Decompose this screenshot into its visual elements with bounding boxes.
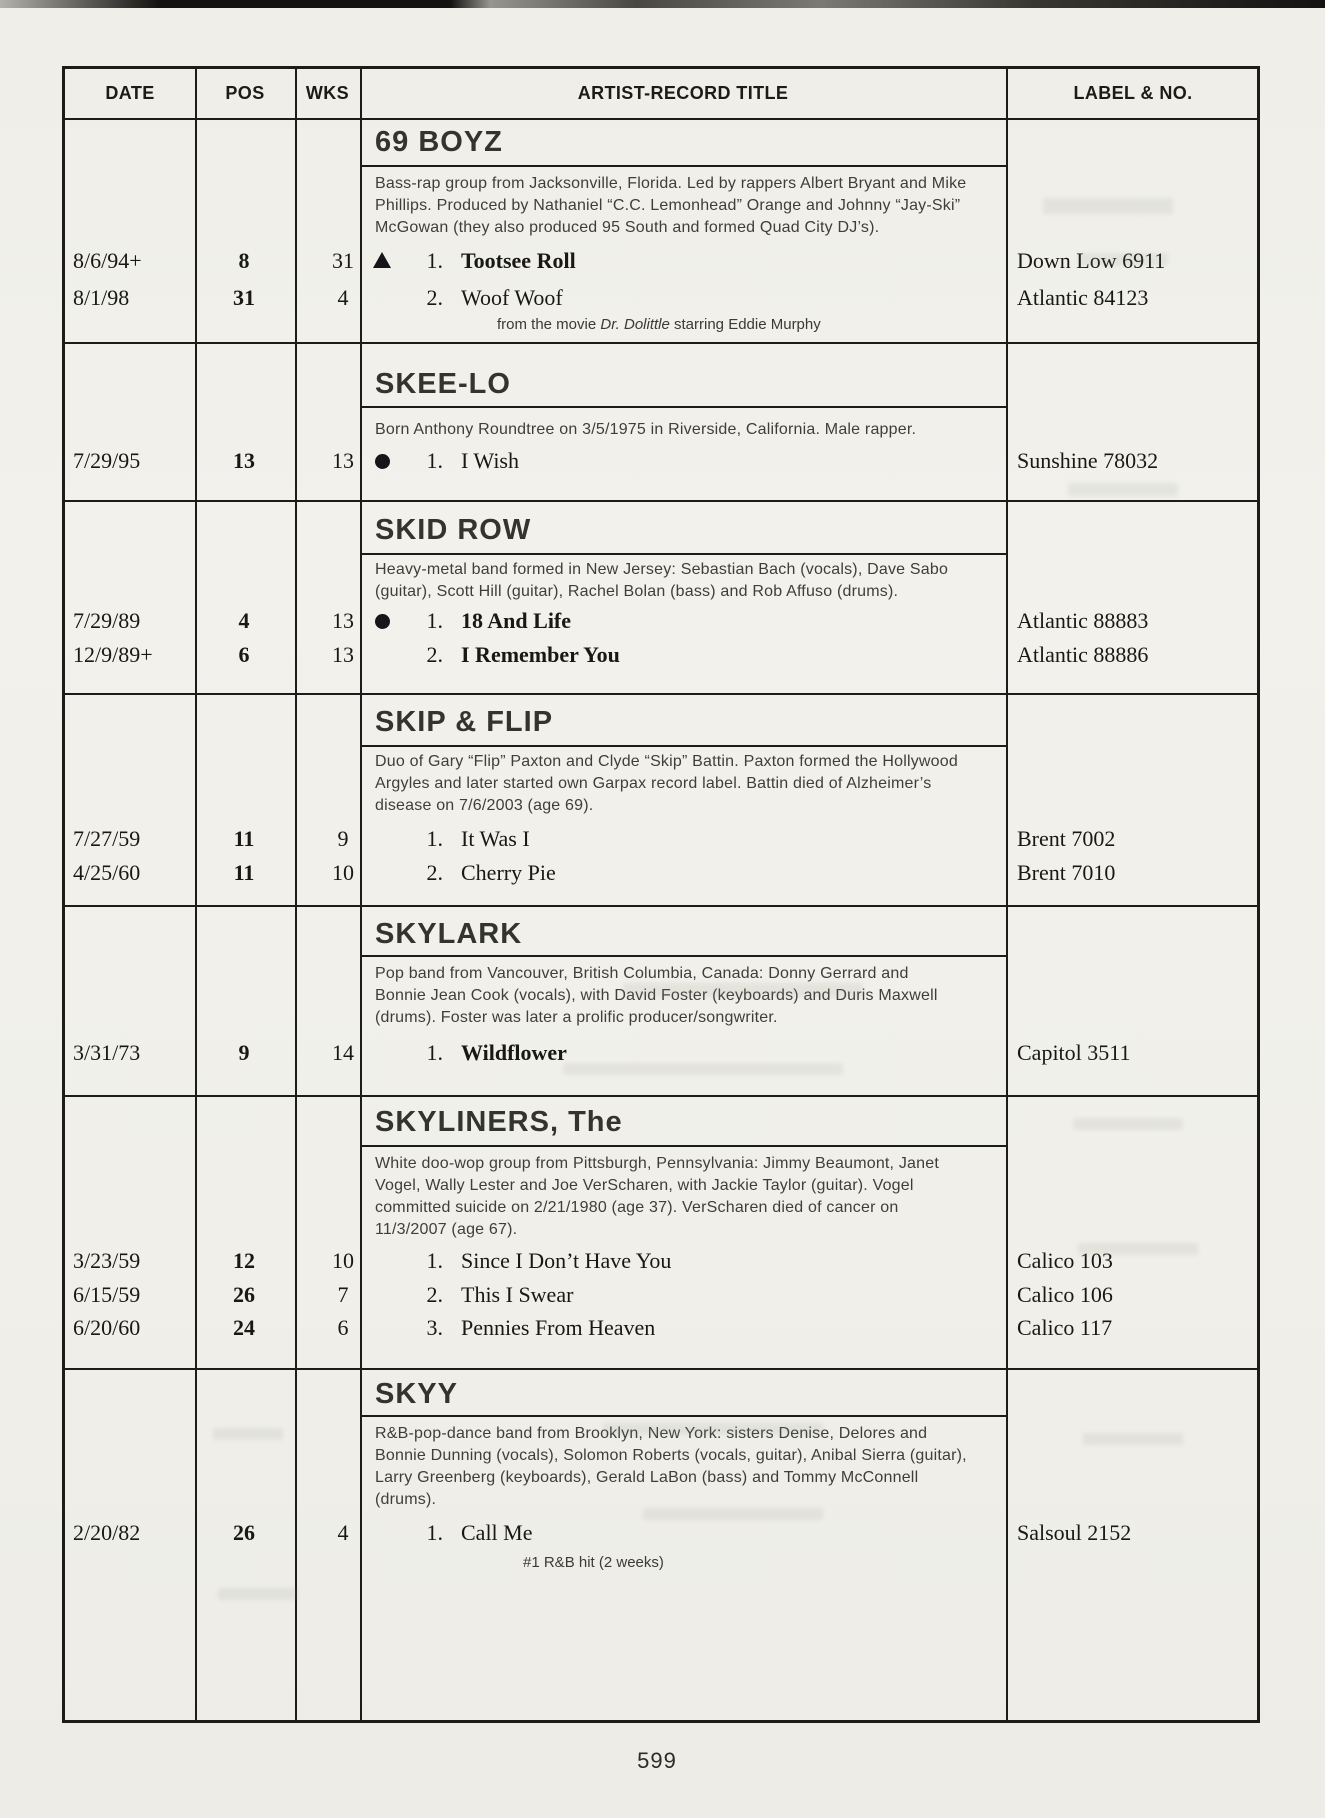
column-header-wks: WKS: [305, 83, 350, 103]
artist-heading-rule: [360, 955, 1006, 957]
artist-heading: SKID ROW: [375, 514, 532, 546]
header-divider-line: [65, 118, 1257, 120]
artist-bio-line: Duo of Gary “Flip” Paxton and Clyde “Skip” Battin. Paxton formed the Hollywood: [375, 753, 958, 770]
entry-label-number: Calico 106: [1017, 1282, 1113, 1307]
artist-bio-line: R&B-pop-dance band from Brooklyn, New York: sisters Denise, Delores and: [375, 1425, 928, 1442]
bleed-through-artifact: [1083, 1433, 1183, 1445]
artist-heading: 69 BOYZ: [375, 126, 503, 158]
entry-date: 7/29/95: [73, 448, 141, 473]
entry-weeks-charted: 6: [337, 1315, 349, 1340]
section-divider-line: [65, 693, 1257, 695]
entry-date: 4/25/60: [73, 860, 141, 885]
entry-label-number: Atlantic 88886: [1017, 642, 1149, 667]
entry-weeks-charted: 7: [337, 1282, 349, 1307]
entry-date: 8/6/94+: [73, 248, 142, 273]
record-entry-row: [65, 858, 1257, 888]
entry-label-number: Brent 7010: [1017, 860, 1116, 885]
entry-weeks-charted: 13: [332, 642, 354, 667]
page-number: 599: [637, 1748, 677, 1773]
record-entry-row: [65, 606, 1257, 636]
bleed-through-artifact: [603, 1423, 823, 1435]
entry-label-number: Capitol 3511: [1017, 1040, 1131, 1065]
entry-weeks-charted: 10: [332, 860, 354, 885]
entry-weeks-charted: 4: [337, 1520, 349, 1545]
artist-heading-rule: [360, 165, 1006, 167]
entry-peak-position: 31: [233, 285, 255, 310]
entry-weeks-charted: 9: [337, 826, 349, 851]
entry-title: I Remember You: [461, 642, 620, 667]
record-entry-row: [65, 640, 1257, 670]
artist-bio-line: (drums). Foster was later a prolific producer/songwriter.: [375, 1009, 778, 1026]
entry-title: Wildflower: [461, 1040, 567, 1065]
artist-bio-line: Argyles and later started own Garpax record label. Battin died of Alzheimer’s: [375, 775, 932, 792]
artist-bio-line: Pop band from Vancouver, British Columbia, Canada: Donny Gerrard and: [375, 965, 909, 982]
artist-bio-line: Heavy-metal band formed in New Jersey: Sebastian Bach (vocals), Dave Sabo: [375, 561, 949, 578]
artist-bio-line: McGowan (they also produced 95 South and formed Quad City DJ’s).: [375, 219, 880, 236]
entry-date: 7/27/59: [73, 826, 141, 851]
artist-heading-rule: [360, 1145, 1006, 1147]
entry-label-number: Calico 117: [1017, 1315, 1113, 1340]
chart-table: [62, 66, 1260, 1723]
record-entry-row: [65, 1518, 1257, 1548]
entry-peak-position: 12: [233, 1248, 255, 1273]
entry-number: 2.: [426, 860, 443, 885]
entry-number: 2.: [426, 1282, 443, 1307]
entry-peak-position: 9: [238, 1040, 250, 1065]
entry-number: 1.: [426, 608, 443, 633]
record-entry-row: [65, 283, 1257, 313]
artist-heading: SKIP & FLIP: [375, 706, 554, 738]
scan-edge-artifact: [0, 0, 1325, 8]
entry-title: Call Me: [461, 1520, 533, 1545]
entry-date: 3/31/73: [73, 1040, 141, 1065]
bleed-through-artifact: [213, 1428, 283, 1440]
artist-heading-rule: [360, 745, 1006, 747]
bleed-through-artifact: [1068, 483, 1178, 496]
record-entry-row: [65, 1313, 1257, 1343]
entry-label-number: Brent 7002: [1017, 826, 1116, 851]
artist-heading-rule: [360, 406, 1006, 408]
entry-number: 1.: [426, 1040, 443, 1065]
artist-bio-line: disease on 7/6/2003 (age 69).: [375, 797, 594, 814]
artist-bio-line: 11/3/2007 (age 67).: [375, 1221, 518, 1238]
entry-title: This I Swear: [461, 1282, 574, 1307]
artist-bio-line: (guitar), Scott Hill (guitar), Rachel Bolan (bass) and Rob Affuso (drums).: [375, 583, 899, 600]
entry-date: 7/29/89: [73, 608, 141, 633]
entry-weeks-charted: 13: [332, 448, 354, 473]
artist-heading-rule: [360, 553, 1006, 555]
entry-peak-position: 8: [238, 248, 250, 273]
entry-peak-position: 11: [233, 860, 255, 885]
artist-bio-line: committed suicide on 2/21/1980 (age 37). VerScharen died of cancer on: [375, 1199, 899, 1216]
record-entry-row: [65, 446, 1257, 476]
entry-peak-position: 26: [233, 1282, 255, 1307]
column-divider-line: [1006, 69, 1008, 1720]
entry-number: 2.: [426, 642, 443, 667]
entry-title: Since I Don’t Have You: [461, 1248, 672, 1273]
entry-weeks-charted: 13: [332, 608, 354, 633]
bleed-through-artifact: [623, 983, 863, 997]
entry-label-number: Down Low 6911: [1017, 248, 1166, 273]
entry-date: 8/1/98: [73, 285, 130, 310]
entry-peak-position: 13: [233, 448, 255, 473]
artist-bio-line: White doo-wop group from Pittsburgh, Pennsylvania: Jimmy Beaumont, Janet: [375, 1155, 939, 1172]
artist-bio-line: Bass-rap group from Jacksonville, Florida. Led by rappers Albert Bryant and Mike: [375, 175, 967, 192]
entry-peak-position: 24: [233, 1315, 255, 1340]
bleed-through-artifact: [1073, 1118, 1183, 1130]
artist-bio-line: Vogel, Wally Lester and Joe VerScharen, with Jackie Taylor (guitar). Vogel: [375, 1177, 914, 1194]
entry-note: [497, 315, 821, 335]
bleed-through-artifact: [1043, 198, 1173, 214]
entry-note-text: Dr. Dolittle: [600, 316, 670, 333]
artist-bio-line: Born Anthony Roundtree on 3/5/1975 in Riverside, California. Male rapper.: [375, 421, 917, 438]
entry-date: 2/20/82: [73, 1520, 141, 1545]
entry-note: [523, 1553, 664, 1573]
section-divider-line: [65, 905, 1257, 907]
entry-note-text: from the movie: [497, 316, 601, 333]
entry-date: 12/9/89+: [73, 642, 153, 667]
entry-number: 1.: [426, 1248, 443, 1273]
entry-peak-position: 6: [238, 642, 250, 667]
entry-weeks-charted: 14: [332, 1040, 354, 1065]
entry-number: 1.: [426, 448, 443, 473]
artist-bio-line: Phillips. Produced by Nathaniel “C.C. Lemonhead” Orange and Johnny “Jay-Ski”: [375, 197, 961, 214]
section-divider-line: [65, 1095, 1257, 1097]
entry-title: Pennies From Heaven: [461, 1315, 656, 1340]
column-header-pos: POS: [225, 83, 265, 103]
entry-note-text: starring Eddie Murphy: [669, 316, 821, 333]
column-header-artist: ARTIST-RECORD TITLE: [577, 83, 789, 103]
record-entry-row: [65, 1280, 1257, 1310]
entry-peak-position: 26: [233, 1520, 255, 1545]
entry-number: 1.: [426, 1520, 443, 1545]
entry-label-number: Sunshine 78032: [1017, 448, 1159, 473]
entry-date: 6/15/59: [73, 1282, 141, 1307]
entry-peak-position: 4: [238, 608, 250, 633]
entry-date: 6/20/60: [73, 1315, 141, 1340]
artist-bio-line: (drums).: [375, 1491, 437, 1508]
entry-number: 2.: [426, 285, 443, 310]
column-divider-line: [295, 69, 297, 1720]
column-header-date: DATE: [105, 83, 155, 103]
bleed-through-artifact: [1078, 1243, 1198, 1255]
entry-title: I Wish: [461, 448, 519, 473]
artist-bio-line: Bonnie Dunning (vocals), Solomon Roberts (vocals, guitar), Anibal Sierra (guitar),: [375, 1447, 967, 1464]
entry-number: 1.: [426, 248, 443, 273]
entry-date: 3/23/59: [73, 1248, 141, 1273]
bleed-through-artifact: [1078, 253, 1168, 266]
section-divider-line: [65, 1368, 1257, 1370]
artist-heading: SKEE-LO: [375, 368, 511, 400]
column-divider-line: [195, 69, 197, 1720]
artist-bio-line: Bonnie Jean Cook (vocals), with David Foster (keyboards) and Duris Maxwell: [375, 987, 938, 1004]
entry-weeks-charted: 4: [337, 285, 349, 310]
entry-title: Tootsee Roll: [461, 248, 576, 273]
artist-heading: SKYLARK: [375, 918, 523, 950]
artist-heading: SKYY: [375, 1378, 458, 1410]
bleed-through-artifact: [218, 1588, 298, 1600]
entry-title: Cherry Pie: [461, 860, 556, 885]
column-divider-line: [360, 69, 362, 1720]
entry-label-number: Atlantic 84123: [1017, 285, 1149, 310]
entry-title: Woof Woof: [461, 285, 563, 310]
entry-label-number: Salsoul 2152: [1017, 1520, 1132, 1545]
entry-number: 1.: [426, 826, 443, 851]
bleed-through-artifact: [643, 1508, 823, 1520]
artist-heading: SKYLINERS, The: [375, 1106, 623, 1138]
artist-heading-rule: [360, 1415, 1006, 1417]
entry-peak-position: 11: [233, 826, 255, 851]
record-entry-row: [65, 824, 1257, 854]
column-header-label: LABEL & NO.: [1073, 83, 1193, 103]
entry-weeks-charted: 10: [332, 1248, 354, 1273]
entry-title: 18 And Life: [461, 608, 572, 633]
bleed-through-artifact: [563, 1063, 843, 1075]
entry-label-number: Calico 103: [1017, 1248, 1113, 1273]
entry-title: It Was I: [461, 826, 530, 851]
entry-number: 3.: [426, 1315, 443, 1340]
section-divider-line: [65, 342, 1257, 344]
section-divider-line: [65, 500, 1257, 502]
entry-label-number: Atlantic 88883: [1017, 608, 1149, 633]
entry-weeks-charted: 31: [332, 248, 354, 273]
artist-bio-line: Larry Greenberg (keyboards), Gerald LaBon (bass) and Tommy McConnell: [375, 1469, 919, 1486]
entry-note-text: #1 R&B hit (2 weeks): [523, 1554, 664, 1571]
